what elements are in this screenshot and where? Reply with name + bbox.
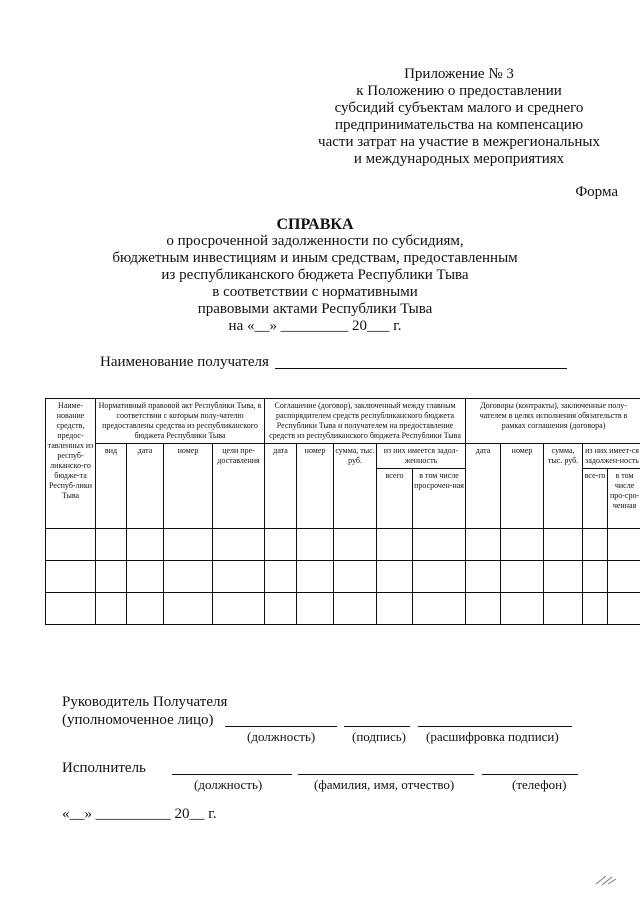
appendix-line: к Положению о предоставлении (356, 83, 562, 99)
caption-exec-name: (фамилия, имя, отчество) (314, 777, 455, 792)
title-line: из республиканского бюджета Республики Тыва (161, 267, 469, 283)
title-line: бюджетным инвестициям и иным средствам, предоставленным (112, 250, 518, 266)
col-agr-debt-total: всего (377, 469, 413, 529)
col-contr-debt-total: все-го (583, 469, 608, 529)
appendix-line: и международных мероприятиях (353, 151, 565, 167)
scribble-mark-icon (592, 868, 622, 888)
recipient-label: Наименование получателя (100, 354, 269, 370)
table-row (46, 593, 640, 625)
col-contr-number: номер (501, 444, 544, 529)
group-contracts: Договоры (контракты), заключенные полу-чателем в целях исполнения обязательств в рамках соглашения (договора) (466, 399, 640, 444)
col-act-purpose: цели пре-доставления (213, 444, 265, 529)
col-agr-date: дата (265, 444, 297, 529)
col-agr-sum: сумма, тыс. руб. (334, 444, 377, 529)
title-date-line: на «__» _________ 20___ г. (228, 318, 402, 334)
appendix-header (300, 66, 618, 168)
footer-date: «__» __________ 20__ г. (62, 806, 217, 822)
caption-exec-phone: (телефон) (512, 777, 567, 792)
title-heading: СПРАВКА (276, 216, 354, 233)
head-label: Руководитель Получателя (62, 694, 228, 710)
document-title (100, 216, 530, 335)
caption-position: (должность) (247, 729, 316, 744)
head-signature-line[interactable] (344, 726, 410, 727)
col-agr-debt: из них имеется задол-женность (377, 444, 466, 469)
executor-label: Исполнитель (62, 760, 146, 776)
recipient-row (100, 354, 567, 371)
title-line: правовыми актами Республики Тыва (197, 301, 433, 317)
table-row (46, 561, 640, 593)
head-decoding-line[interactable] (418, 726, 572, 727)
col-fund-name: Наиме-нование средств, предос-тавленных из респуб-ликанско-го бюдже-та Респуб-лики Тыва (46, 399, 96, 529)
col-agr-debt-overdue: в том числе просрочен-ная (413, 469, 466, 529)
title-line: о просроченной задолженности по субсидиям, (166, 233, 464, 249)
col-act-date: дата (127, 444, 164, 529)
executor-name-line[interactable] (298, 774, 474, 775)
col-contr-date: дата (466, 444, 501, 529)
table-row (46, 529, 640, 561)
recipient-input-line[interactable] (275, 368, 567, 369)
head-sublabel: (уполномоченное лицо) (62, 712, 214, 728)
appendix-line: Приложение № 3 (404, 66, 514, 82)
appendix-line: части затрат на участие в межрегиональных (318, 134, 600, 150)
caption-decoding: (расшифровка подписи) (426, 729, 559, 744)
caption-signature: (подпись) (352, 729, 406, 744)
executor-phone-line[interactable] (482, 774, 578, 775)
form-label: Форма (575, 184, 618, 200)
appendix-line: субсидий субъектам малого и среднего (334, 100, 584, 116)
group-agreement: Соглашение (договор), заключенный между главным распорядителем средств республиканского бюджета Республики Тыва и получателем на предоставление средств из республиканского бюджета Республики Тыва (265, 399, 466, 444)
caption-exec-position: (должность) (194, 777, 263, 792)
appendix-line: предпринимательства на компенсацию (334, 117, 584, 133)
col-contr-debt: из них имеет-ся задолжен-ность (583, 444, 640, 469)
head-position-line[interactable] (225, 726, 337, 727)
col-act-type: вид (96, 444, 127, 529)
executor-position-line[interactable] (172, 774, 292, 775)
col-agr-number: номер (297, 444, 334, 529)
title-line: в соответствии с нормативными (212, 284, 418, 300)
group-legal-act: Нормативный правовой акт Республики Тыва, в соответствии с которым полу-чателю предоставлены средства из республиканского бюджета Республики Тыва (96, 399, 265, 444)
debt-table (45, 398, 640, 625)
col-contr-debt-overdue: в том числе про-сро-ченная (608, 469, 640, 529)
col-act-number: номер (164, 444, 213, 529)
col-contr-sum: сумма, тыс. руб. (544, 444, 583, 529)
